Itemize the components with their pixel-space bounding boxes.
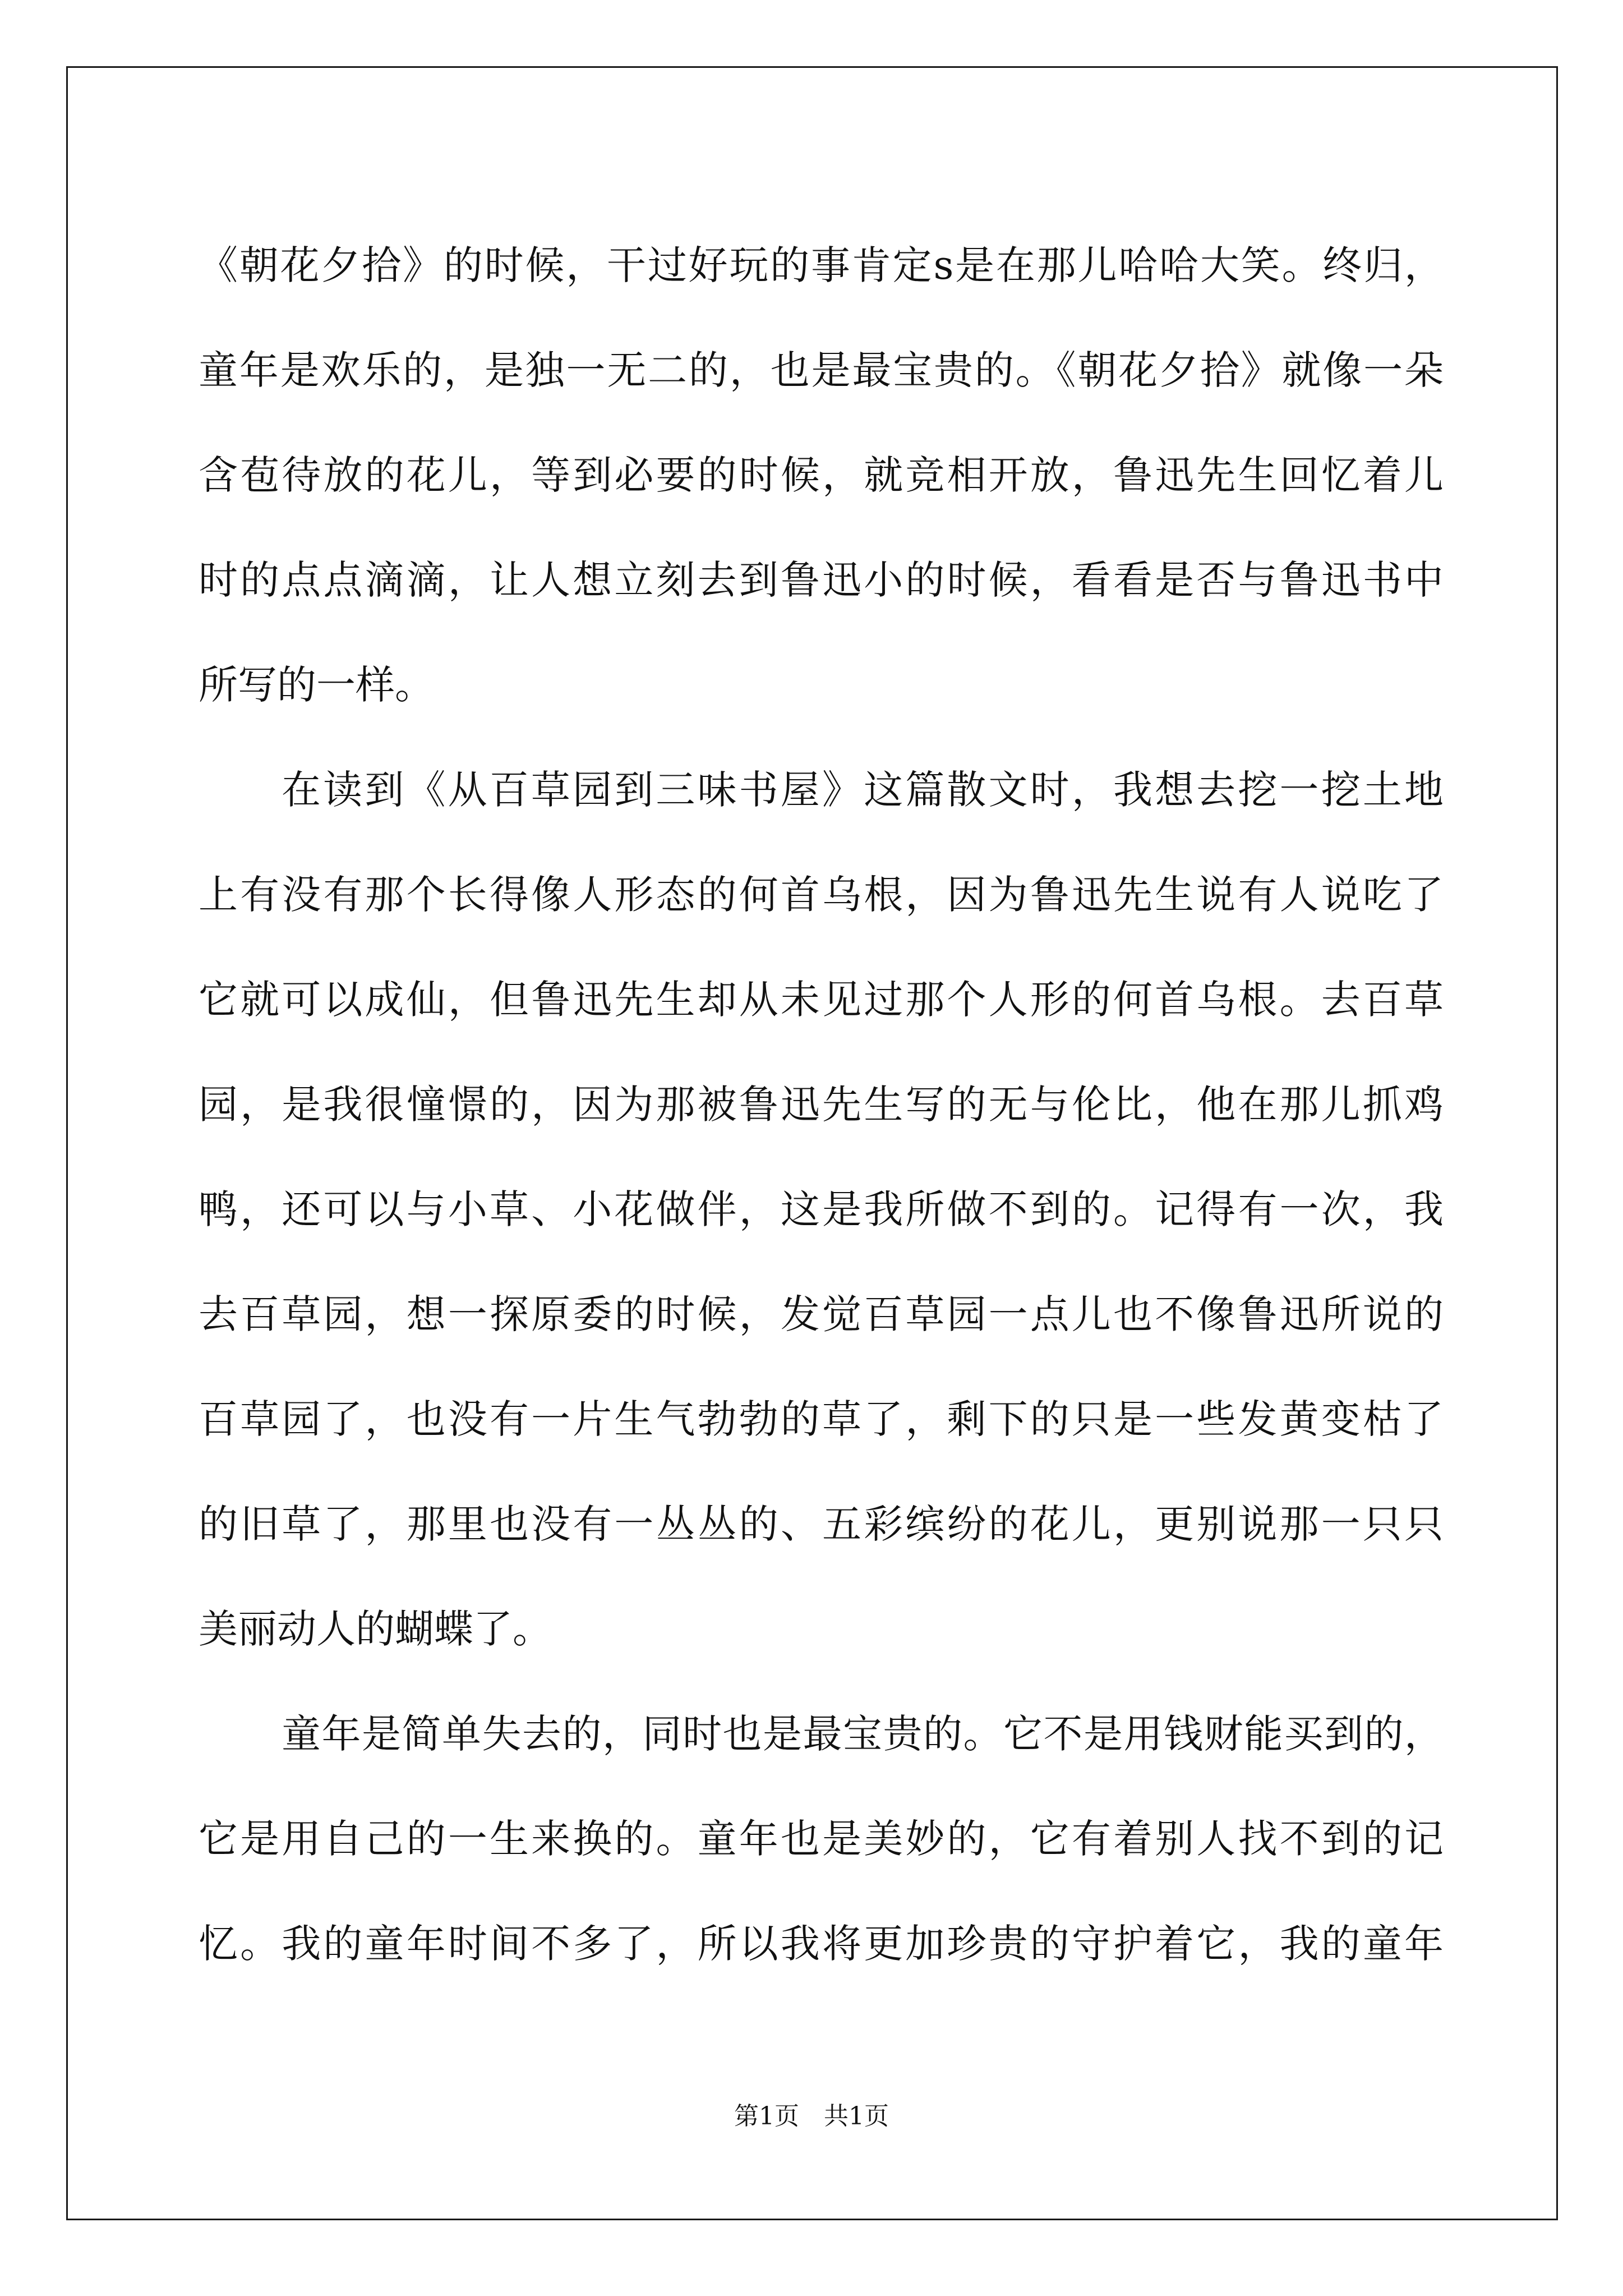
text-line: 童年是简单失去的，同时也是最宝贵的。它不是用钱财能买到的， bbox=[282, 1711, 1444, 1757]
text-line: 含苞待放的花儿，等到必要的时候，就竞相开放，鲁迅先生回忆着儿 bbox=[199, 452, 1444, 498]
text-line: 去百草园，想一探原委的时候，发觉百草园一点儿也不像鲁迅所说的 bbox=[199, 1291, 1444, 1337]
text-line: 的旧草了，那里也没有一丛丛的、五彩缤纷的花儿，更别说那一只只 bbox=[199, 1501, 1444, 1547]
text-line: 它就可以成仙，但鲁迅先生却从未见过那个人形的何首乌根。去百草 bbox=[199, 977, 1444, 1023]
text-line: 时的点点滴滴，让人想立刻去到鲁迅小的时候，看看是否与鲁迅书中 bbox=[199, 557, 1444, 603]
text-line: 它是用自己的一生来换的。童年也是美妙的，它有着别人找不到的记 bbox=[199, 1816, 1444, 1862]
page-number: 第1页 bbox=[734, 2102, 799, 2131]
page-footer bbox=[0, 2100, 1623, 2133]
text-line: 园，是我很憧憬的，因为那被鲁迅先生写的无与伦比，他在那儿抓鸡 bbox=[199, 1082, 1444, 1128]
text-line: 鸭，还可以与小草、小花做伴，这是我所做不到的。记得有一次，我 bbox=[199, 1186, 1444, 1232]
page-total: 共1页 bbox=[824, 2102, 889, 2131]
text-line: 所写的一样。 bbox=[199, 662, 434, 708]
text-line: 美丽动人的蝴蝶了。 bbox=[199, 1606, 552, 1652]
text-line: 童年是欢乐的，是独一无二的，也是最宝贵的。《朝花夕拾》就像一朵 bbox=[199, 347, 1444, 393]
document-body bbox=[199, 213, 1444, 1996]
text-line: 《朝花夕拾》的时候，干过好玩的事肯定s是在那儿哈哈大笑。终归， bbox=[199, 242, 1444, 288]
text-line: 上有没有那个长得像人形态的何首乌根，因为鲁迅先生说有人说吃了 bbox=[199, 872, 1444, 918]
text-line: 百草园了，也没有一片生气勃勃的草了，剩下的只是一些发黄变枯了 bbox=[199, 1396, 1444, 1442]
text-line: 在读到《从百草园到三味书屋》这篇散文时，我想去挖一挖土地 bbox=[282, 767, 1444, 813]
text-line: 忆。我的童年时间不多了，所以我将更加珍贵的守护着它，我的童年 bbox=[199, 1921, 1444, 1967]
